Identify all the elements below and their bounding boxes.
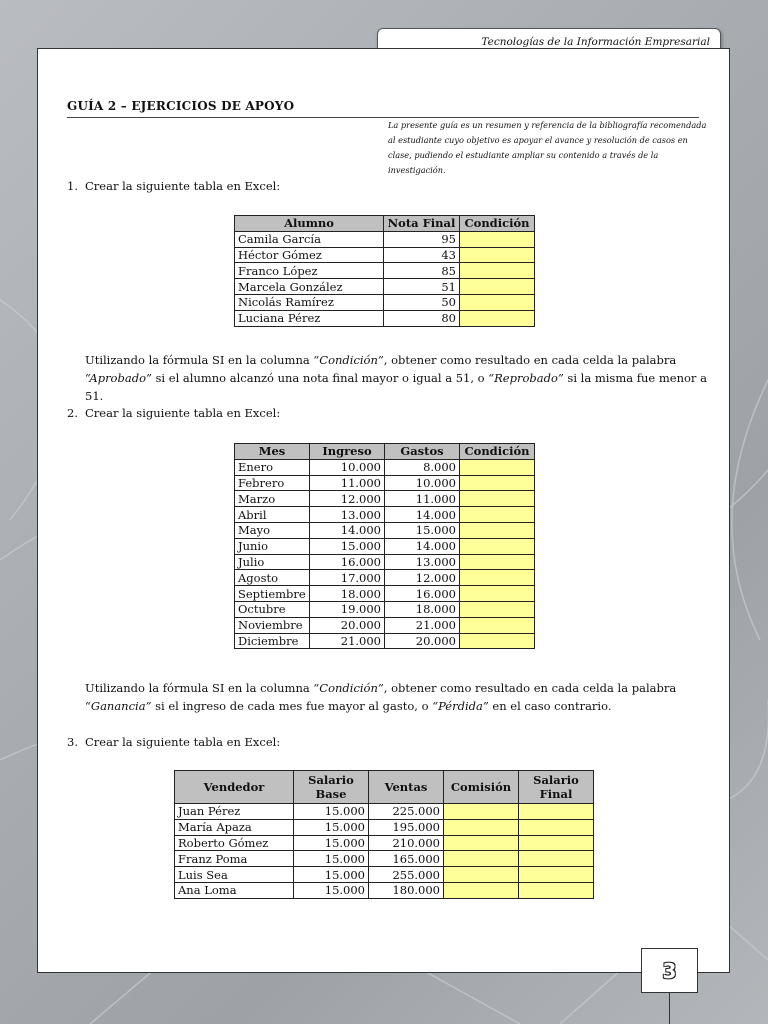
table-cell: Diciembre [235, 633, 310, 649]
answer-cell[interactable] [519, 882, 594, 898]
sales-table [174, 770, 594, 899]
table-cell: Nicolás Ramírez [235, 294, 384, 310]
table-row [175, 835, 594, 851]
table-cell: 20.000 [310, 617, 385, 633]
table-cell: 18.000 [310, 586, 385, 602]
table-cell: 15.000 [385, 522, 460, 538]
answer-cell[interactable] [444, 867, 519, 883]
column-header: Salario Final [519, 771, 594, 804]
column-header: Comisión [444, 771, 519, 804]
answer-cell[interactable] [460, 570, 535, 586]
table-row [235, 310, 535, 326]
answer-cell[interactable] [444, 804, 519, 820]
table-cell: 43 [384, 247, 460, 263]
table-cell: Juan Pérez [175, 804, 294, 820]
table-row [235, 570, 535, 586]
instruction-text: “Condición” [313, 681, 384, 695]
answer-cell[interactable] [444, 882, 519, 898]
instruction-text: , obtener como resultado en cada celda la palabra [383, 353, 677, 367]
table-row [175, 819, 594, 835]
column-header: Nota Final [384, 216, 460, 232]
answer-cell[interactable] [460, 601, 535, 617]
table-cell: 13.000 [385, 554, 460, 570]
table-cell: Febrero [235, 475, 310, 491]
instruction-text: si la misma fue menor a 51. [85, 371, 707, 403]
table-cell: 15.000 [294, 867, 369, 883]
instruction-text: “Pérdida” [432, 699, 489, 713]
table-cell: 18.000 [385, 601, 460, 617]
table-row [235, 279, 535, 295]
table-cell: 17.000 [310, 570, 385, 586]
exercise-2-heading [67, 406, 280, 420]
answer-cell[interactable] [460, 294, 535, 310]
table-row [235, 491, 535, 507]
exercise-number: 2. [67, 406, 78, 420]
exercise-instruction: Crear la siguiente tabla en Excel: [85, 735, 281, 749]
column-header: Condición [460, 216, 535, 232]
exercise-instruction: Crear la siguiente tabla en Excel: [85, 406, 281, 420]
column-header: Salario Base [294, 771, 369, 804]
exercise-2-instructions [85, 679, 710, 715]
table-row [175, 851, 594, 867]
table-cell: Camila García [235, 231, 384, 247]
students-table [234, 215, 535, 327]
intro-text: La presente guía es un resumen y referencia de la bibliografía recomendada al estudiante cuyo objetivo es apoyar el avance y resolución de casos en clase, pudiendo el estudiante ampliar su contenido a través de la investigación. [388, 120, 707, 175]
instruction-text: si el ingreso de cada mes fue mayor al gasto, o [151, 699, 433, 713]
answer-cell[interactable] [519, 819, 594, 835]
table-row [235, 247, 535, 263]
table-cell: Abril [235, 507, 310, 523]
table-cell: 15.000 [294, 819, 369, 835]
answer-cell[interactable] [444, 851, 519, 867]
table-cell: Marcela González [235, 279, 384, 295]
table-cell: Enero [235, 459, 310, 475]
table-cell: 14.000 [385, 507, 460, 523]
instruction-text: si el alumno alcanzó una nota final mayor o igual a 51, o [151, 371, 489, 385]
table-cell: Mayo [235, 522, 310, 538]
table-cell: 21.000 [310, 633, 385, 649]
exercise-3-heading [67, 735, 280, 749]
instruction-text: “Condición” [313, 353, 384, 367]
table-cell: 10.000 [385, 475, 460, 491]
table-row [235, 586, 535, 602]
table-cell: 14.000 [385, 538, 460, 554]
table-cell: 225.000 [369, 804, 444, 820]
table-cell: María Apaza [175, 819, 294, 835]
table-cell: Franco López [235, 263, 384, 279]
column-header: Alumno [235, 216, 384, 232]
table-cell: 10.000 [310, 459, 385, 475]
table-cell: 255.000 [369, 867, 444, 883]
answer-cell[interactable] [460, 633, 535, 649]
table-cell: 16.000 [385, 586, 460, 602]
table-row [235, 294, 535, 310]
instruction-text: Utilizando la fórmula SI en la columna [85, 681, 314, 695]
table-cell: 195.000 [369, 819, 444, 835]
table-cell: 15.000 [294, 835, 369, 851]
column-header: Ingreso [310, 444, 385, 460]
table-cell: Agosto [235, 570, 310, 586]
table-row [235, 459, 535, 475]
table-cell: 15.000 [294, 882, 369, 898]
column-header: Condición [460, 444, 535, 460]
answer-cell[interactable] [519, 804, 594, 820]
table-cell: Marzo [235, 491, 310, 507]
answer-cell[interactable] [444, 819, 519, 835]
instruction-text: “Ganancia” [85, 699, 152, 713]
instruction-text: en el caso contrario. [488, 699, 612, 713]
table-cell: 210.000 [369, 835, 444, 851]
table-cell: 85 [384, 263, 460, 279]
column-header: Ventas [369, 771, 444, 804]
column-header: Vendedor [175, 771, 294, 804]
instruction-text: “Aprobado” [85, 371, 152, 385]
table-cell: Roberto Gómez [175, 835, 294, 851]
answer-cell[interactable] [460, 263, 535, 279]
table-cell: 15.000 [294, 804, 369, 820]
exercise-instruction: Crear la siguiente tabla en Excel: [85, 179, 281, 193]
exercise-number: 3. [67, 735, 78, 749]
table-cell: Luis Sea [175, 867, 294, 883]
answer-cell[interactable] [460, 522, 535, 538]
exercise-1-heading [67, 179, 280, 193]
answer-cell[interactable] [460, 491, 535, 507]
table-cell: Junio [235, 538, 310, 554]
answer-cell[interactable] [460, 231, 535, 247]
page-number-connector [669, 993, 670, 1024]
table-cell: 11.000 [385, 491, 460, 507]
answer-cell[interactable] [444, 835, 519, 851]
table-row [175, 882, 594, 898]
table-row [235, 231, 535, 247]
guide-title: GUÍA 2 – EJERCICIOS DE APOYO [67, 99, 295, 113]
page-number: 3 [641, 948, 698, 993]
answer-cell[interactable] [519, 867, 594, 883]
answer-cell[interactable] [519, 835, 594, 851]
table-cell: 180.000 [369, 882, 444, 898]
table-row [235, 263, 535, 279]
answer-cell[interactable] [460, 475, 535, 491]
table-cell: Septiembre [235, 586, 310, 602]
table-row [175, 867, 594, 883]
table-cell: 21.000 [385, 617, 460, 633]
table-cell: 13.000 [310, 507, 385, 523]
table-cell: Ana Loma [175, 882, 294, 898]
monthly-table [234, 443, 535, 649]
table-cell: 51 [384, 279, 460, 295]
table-row [235, 601, 535, 617]
table-row [175, 804, 594, 820]
table-row [235, 633, 535, 649]
column-header: Gastos [385, 444, 460, 460]
table-row [235, 554, 535, 570]
instruction-text: , obtener como resultado en cada celda la palabra [383, 681, 677, 695]
table-cell: 11.000 [310, 475, 385, 491]
answer-cell[interactable] [460, 459, 535, 475]
table-cell: 165.000 [369, 851, 444, 867]
table-cell: 14.000 [310, 522, 385, 538]
course-title: Tecnologías de la Información Empresarial [481, 36, 710, 48]
table-row [235, 522, 535, 538]
table-row [235, 475, 535, 491]
table-row [235, 538, 535, 554]
answer-cell[interactable] [460, 247, 535, 263]
table-cell: 19.000 [310, 601, 385, 617]
table-cell: Franz Poma [175, 851, 294, 867]
table-cell: 8.000 [385, 459, 460, 475]
table-row [235, 507, 535, 523]
answer-cell[interactable] [460, 554, 535, 570]
table-cell: 12.000 [310, 491, 385, 507]
table-row [235, 617, 535, 633]
table-cell: Luciana Pérez [235, 310, 384, 326]
table-cell: 12.000 [385, 570, 460, 586]
exercise-number: 1. [67, 179, 78, 193]
table-cell: Octubre [235, 601, 310, 617]
table-cell: 15.000 [294, 851, 369, 867]
answer-cell[interactable] [460, 279, 535, 295]
answer-cell[interactable] [460, 310, 535, 326]
exercise-1-instructions [85, 351, 710, 405]
table-cell: Julio [235, 554, 310, 570]
table-cell: Noviembre [235, 617, 310, 633]
answer-cell[interactable] [460, 617, 535, 633]
instruction-text: Utilizando la fórmula SI en la columna [85, 353, 314, 367]
table-cell: 16.000 [310, 554, 385, 570]
column-header: Mes [235, 444, 310, 460]
table-cell: 95 [384, 231, 460, 247]
answer-cell[interactable] [519, 851, 594, 867]
table-cell: 80 [384, 310, 460, 326]
table-cell: 50 [384, 294, 460, 310]
answer-cell[interactable] [460, 507, 535, 523]
table-cell: 20.000 [385, 633, 460, 649]
instruction-text: “Reprobado” [488, 371, 564, 385]
answer-cell[interactable] [460, 538, 535, 554]
table-cell: Héctor Gómez [235, 247, 384, 263]
table-cell: 15.000 [310, 538, 385, 554]
answer-cell[interactable] [460, 586, 535, 602]
